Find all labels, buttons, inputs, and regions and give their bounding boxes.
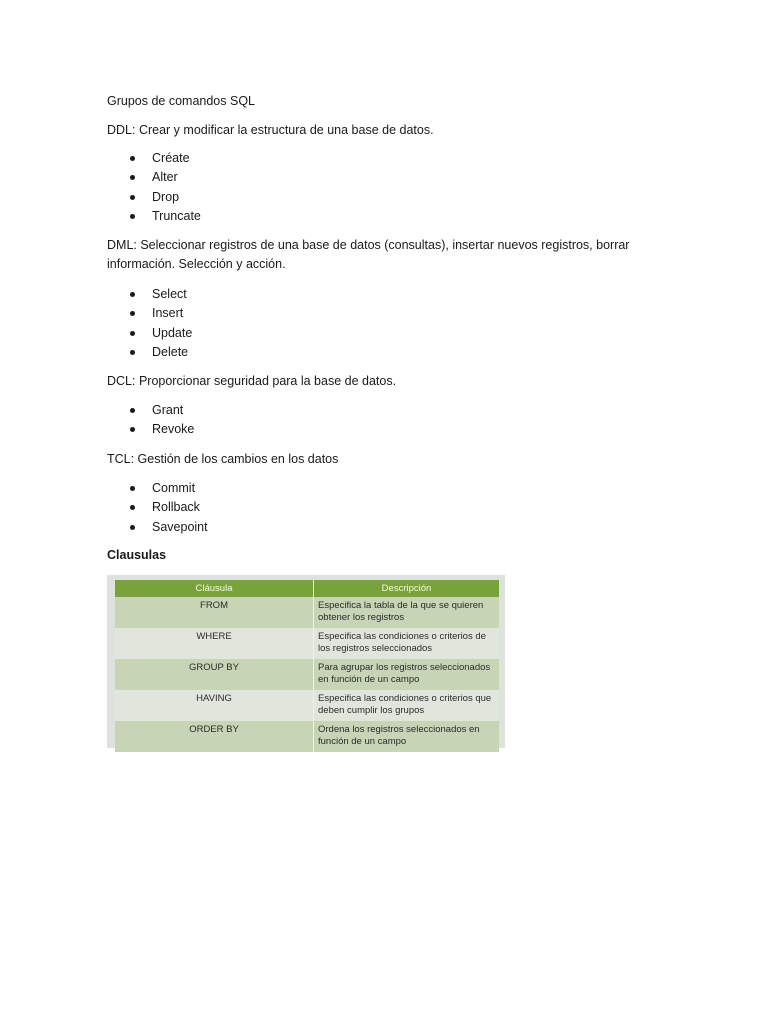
list-item: Truncate bbox=[128, 207, 201, 226]
clauses-table-image bbox=[107, 575, 505, 748]
dml-list bbox=[128, 285, 192, 362]
table-cell-clause: HAVING bbox=[115, 690, 314, 721]
list-item: Select bbox=[128, 285, 192, 304]
table-cell-clause: FROM bbox=[115, 597, 314, 628]
dml-heading: DML: Seleccionar registros de una base de datos (consultas), insertar nuevos registros, borrar información. Selección y acción. bbox=[107, 238, 630, 271]
clausulas-heading: Clausulas bbox=[107, 548, 167, 562]
table-row bbox=[115, 628, 499, 659]
table-cell-description: Para agrupar los registros seleccionados en función de un campo bbox=[314, 659, 500, 690]
list-item: Savepoint bbox=[128, 518, 208, 537]
list-item: Insert bbox=[128, 304, 192, 323]
list-item: Grant bbox=[128, 401, 194, 420]
list-item: Revoke bbox=[128, 420, 194, 439]
document-title: Grupos de comandos SQL bbox=[107, 94, 255, 108]
list-item: Update bbox=[128, 324, 192, 343]
table-cell-description: Especifica las condiciones o criterios de los registros seleccionados bbox=[314, 628, 500, 659]
table-cell-description: Especifica la tabla de la que se quieren obtener los registros bbox=[314, 597, 500, 628]
column-header-descripcion: Descripción bbox=[314, 580, 500, 597]
ddl-heading: DDL: Crear y modificar la estructura de una base de datos. bbox=[107, 123, 434, 137]
table-cell-description: Ordena los registros seleccionados en función de un campo bbox=[314, 721, 500, 752]
list-item: Drop bbox=[128, 188, 201, 207]
table-row bbox=[115, 721, 499, 752]
column-header-clausula: Cláusula bbox=[115, 580, 314, 597]
list-item: Delete bbox=[128, 343, 192, 362]
tcl-list bbox=[128, 479, 208, 537]
ddl-list bbox=[128, 149, 201, 226]
list-item: Alter bbox=[128, 168, 201, 187]
table-header-row bbox=[115, 580, 499, 597]
table-cell-description: Especifica las condiciones o criterios que deben cumplir los grupos bbox=[314, 690, 500, 721]
table-row bbox=[115, 659, 499, 690]
table-cell-clause: ORDER BY bbox=[115, 721, 314, 752]
list-item: Commit bbox=[128, 479, 208, 498]
dcl-list bbox=[128, 401, 194, 440]
dcl-heading: DCL: Proporcionar seguridad para la base de datos. bbox=[107, 374, 397, 388]
table-row bbox=[115, 597, 499, 628]
list-item: Créate bbox=[128, 149, 201, 168]
table-cell-clause: GROUP BY bbox=[115, 659, 314, 690]
table-row bbox=[115, 690, 499, 721]
table-cell-clause: WHERE bbox=[115, 628, 314, 659]
tcl-heading: TCL: Gestión de los cambios en los datos bbox=[107, 452, 339, 466]
list-item: Rollback bbox=[128, 498, 208, 517]
clauses-table bbox=[115, 580, 499, 752]
